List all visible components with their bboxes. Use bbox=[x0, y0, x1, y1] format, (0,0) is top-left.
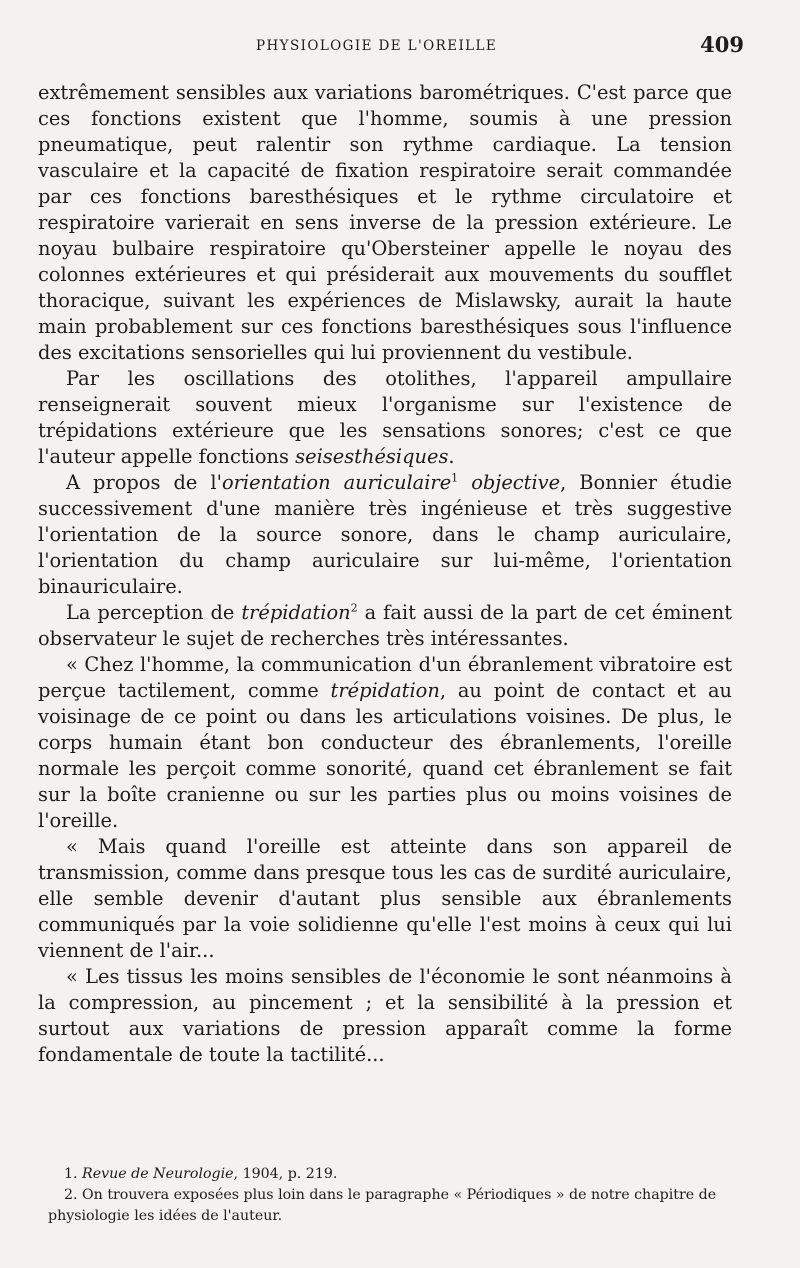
paragraph-1: extrêmement sensibles aux variations barométriques. C'est parce que ces fonctions existent que l'homme, soumis à une pression pneumatique, peut ralentir son rythme cardiaque. La tension vasculaire et la capacité de fixation respiratoire serait commandée par ces fonctions baresthésiques et le rythme circulatoire et respiratoire varierait en sens inverse de la pression extérieure. Le noyau bulbaire respiratoire qu'Obersteiner appelle le noyau des colonnes extérieures et qui présiderait aux mouvements du soufflet thoracique, suivant les expériences de Mislawsky, aurait la haute main probablement sur ces fonctions baresthésiques sous l'influence des excitations sensorielles qui lui proviennent du vestibule. bbox=[38, 81, 732, 364]
paragraph-3-start: A propos de l' bbox=[66, 471, 222, 494]
running-title: PHYSIOLOGIE DE L'OREILLE bbox=[256, 38, 498, 54]
paragraph-2-end: . bbox=[448, 445, 455, 468]
footnote-ref-2: 2 bbox=[350, 601, 358, 615]
book-page bbox=[38, 28, 744, 1068]
paragraph-5-start: « Chez l'homme, la communication d'un ébranlement vibratoire est perçue tactilement, comme bbox=[38, 653, 732, 702]
paragraph-5-text: , au point de contact et au voisinage de ce point ou dans les articulations voisines. De plus, le corps humain étant bon conducteur des ébranlements, l'oreille normale les perçoit comme sonorité, quand cet ébranlement se fait sur la boîte cranienne ou sur les parties plus ou moins voisines de l'oreille. bbox=[38, 679, 733, 832]
footnotes bbox=[48, 1164, 738, 1227]
term-trepidation-quote: trépidation bbox=[330, 679, 440, 702]
paragraph-4 bbox=[38, 600, 732, 652]
term-objective: objective bbox=[471, 471, 561, 494]
paragraph-2 bbox=[38, 366, 732, 470]
term-orientation-auriculaire: orientation auriculaire bbox=[221, 471, 452, 494]
paragraph-5 bbox=[38, 652, 732, 834]
term-seisesthesiques: seisesthésiques bbox=[295, 445, 449, 468]
footnote-1-number: 1. bbox=[64, 1166, 83, 1182]
footnote-1-text: , 1904, p. 219. bbox=[233, 1166, 338, 1182]
running-head bbox=[38, 28, 744, 64]
paragraph-6: « Mais quand l'oreille est atteinte dans son appareil de transmission, comme dans presque tous les cas de surdité auriculaire, elle semble devenir d'autant plus sensible aux ébranlements communiqués par la voie solidienne qu'elle l'est moins à ceux qui lui viennent de l'air... bbox=[38, 835, 732, 962]
footnote-1 bbox=[48, 1164, 738, 1185]
paragraph-7: « Les tissus les moins sensibles de l'économie le sont néanmoins à la compression, au pincement ; et la sensibilité à la pression et surtout aux variations de pression apparaît comme la forme fondamentale de toute la tactilité... bbox=[38, 965, 732, 1066]
paragraph-4-text: a fait aussi de la part de cet éminent observateur le sujet de recherches très intéressantes. bbox=[38, 601, 732, 650]
footnote-1-journal: Revue de Neurologie bbox=[82, 1166, 234, 1182]
paragraph-4-start: La perception de bbox=[66, 601, 242, 624]
body-text bbox=[38, 80, 732, 1068]
paragraph-3-text: , Bonnier étudie successivement d'une manière très ingénieuse et très suggestive l'orientation de la source sonore, dans le champ auriculaire, l'orientation du champ auriculaire sur lui-même, l'orientation binauriculaire. bbox=[38, 471, 733, 598]
paragraph-3 bbox=[38, 470, 732, 600]
footnote-ref-1: 1 bbox=[451, 471, 459, 485]
paragraph-3-space bbox=[458, 471, 471, 494]
footnote-2: 2. On trouvera exposées plus loin dans le paragraphe « Périodiques » de notre chapitre de physiologie les idées de l'auteur. bbox=[48, 1187, 717, 1224]
paragraph-2-text: Par les oscillations des otolithes, l'appareil ampullaire renseignerait souvent mieux l'organisme sur l'existence de trépidations extérieure que les sensations sonores; c'est ce que l'auteur appelle fonctions bbox=[38, 367, 732, 468]
term-trepidation: trépidation bbox=[241, 601, 351, 624]
page-number: 409 bbox=[700, 32, 744, 57]
